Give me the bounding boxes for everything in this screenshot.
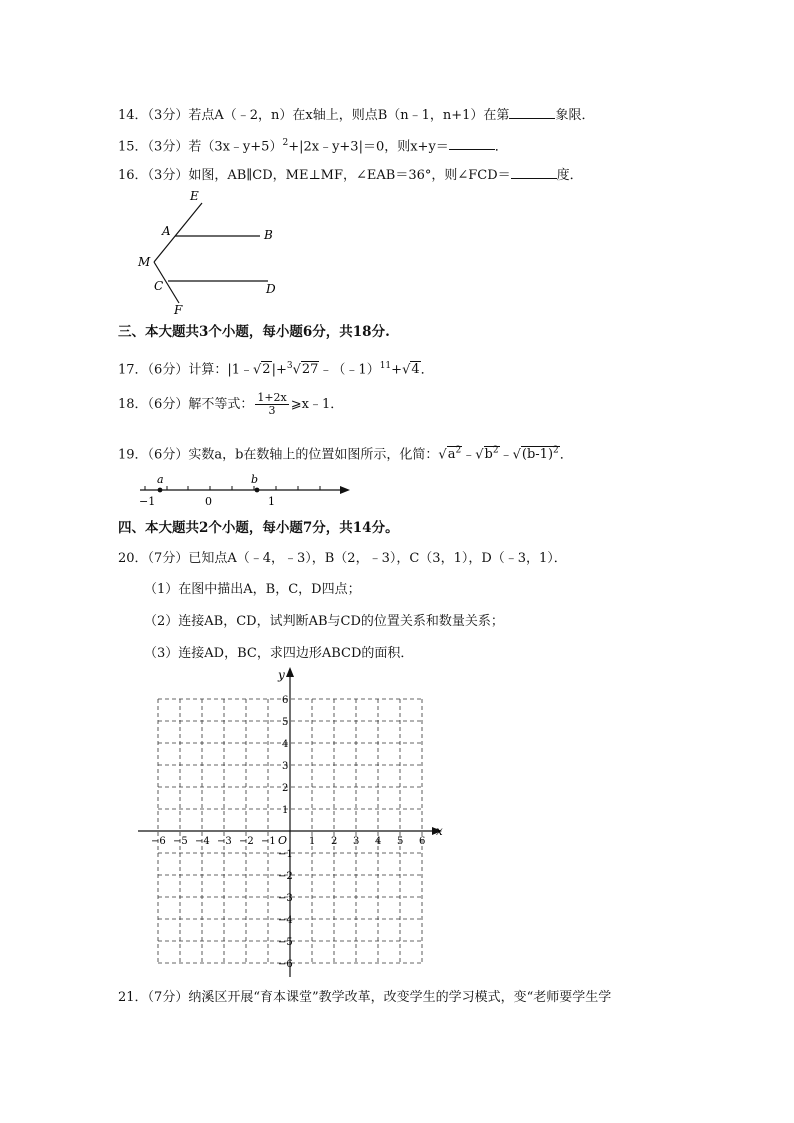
- q20-number: 20．（7分）: [118, 551, 189, 566]
- q15-answer-blank: [449, 135, 495, 150]
- q14-tail: 象限．: [555, 108, 595, 123]
- x-tick-label: 5: [397, 836, 404, 847]
- x-tick-label: −5: [173, 836, 188, 847]
- q18-number: 18．（6分）: [118, 397, 189, 412]
- y-tick-label: 1: [282, 805, 289, 816]
- x-tick-label: −4: [195, 836, 210, 847]
- tick-label-neg1: −1: [139, 495, 156, 508]
- question-19: [118, 441, 573, 465]
- y-axis-label: y: [278, 668, 285, 682]
- y-tick-label: −4: [278, 915, 293, 926]
- label-c: C: [154, 279, 164, 293]
- x-tick-label: −1: [261, 836, 276, 847]
- y-tick-label: −6: [278, 959, 293, 970]
- q19-number: 19．（6分）: [118, 447, 189, 463]
- q19-r2: b: [484, 447, 493, 463]
- section-3-heading: 三、本大题共3个小题，每小题6分，共18分.: [118, 324, 390, 340]
- q15-number: 15．（3分）: [118, 139, 189, 155]
- q17-mid2: ﹣（﹣1）: [319, 362, 380, 378]
- q15-pre: 若（3x﹣y+5）: [188, 139, 283, 155]
- sqrt-sign: √: [292, 362, 301, 378]
- q14-number: 14．（3分）: [118, 108, 189, 123]
- y-tick-label: 5: [282, 717, 289, 728]
- x-tick-label: 4: [375, 836, 382, 847]
- q19-r3: (b-1): [521, 447, 554, 463]
- x-tick-label: 2: [331, 836, 338, 847]
- label-m: M: [138, 255, 151, 269]
- question-20-part-1: （1）在图中描出A，B，C，D四点；: [144, 582, 361, 597]
- q15-tail: ．: [494, 139, 508, 155]
- x-tick-label: −6: [151, 836, 166, 847]
- q19-radicand-1: [447, 446, 463, 462]
- q16-figure: [130, 186, 290, 318]
- q15-post: +|2x﹣y+3|＝0，则x+y＝: [288, 139, 449, 155]
- label-d: D: [266, 282, 276, 296]
- arrow-right-icon: [340, 486, 350, 494]
- q21-number: 21．（7分）: [118, 990, 189, 1005]
- q17-exponent: 11: [379, 361, 392, 371]
- question-18: [118, 392, 343, 417]
- q18-pre: 解不等式：: [188, 397, 254, 412]
- x-tick-label: 6: [419, 836, 426, 847]
- q17-tail: ．: [420, 362, 434, 378]
- point-a: [158, 488, 163, 493]
- tick-label-1: 1: [268, 495, 275, 508]
- question-15: [118, 133, 508, 157]
- q19-minus-2: ﹣: [499, 447, 513, 463]
- y-axis-arrow-icon: [286, 667, 294, 677]
- y-tick-label: 3: [282, 761, 289, 772]
- y-tick-label: −2: [278, 871, 293, 882]
- q21-text: 纳溪区开展“育本课堂”教学改革，改变学生的学习模式，变“老师要学生学: [188, 990, 612, 1005]
- sqrt-sign: √: [512, 447, 521, 463]
- q20-text: 已知点A（﹣4，﹣3），B（2，﹣3），C（3，1），D（﹣3，1）．: [188, 551, 567, 566]
- q19-minus-1: ﹣: [462, 447, 476, 463]
- q14-text: 若点A（﹣2，n）在x轴上，则点B（n﹣1，n+1）在第: [188, 108, 510, 123]
- tick-label-0: 0: [205, 495, 212, 508]
- q19-e2: 2: [492, 446, 499, 456]
- x-tick-label: −3: [217, 836, 232, 847]
- origin-label: O: [278, 834, 288, 847]
- y-tick-label: −5: [278, 937, 293, 948]
- q19-r1: a: [447, 447, 456, 463]
- q17-radicand-1: 2: [262, 362, 271, 378]
- q15-exponent: 2: [282, 138, 289, 148]
- q19-e3: 2: [553, 446, 559, 456]
- q14-answer-blank: [509, 104, 555, 119]
- q19-radicand-3: [521, 446, 560, 462]
- q17-radicand-3: 4: [411, 362, 420, 378]
- x-tick-label: −2: [239, 836, 254, 847]
- sqrt-sign: √: [438, 447, 447, 463]
- q19-tail: ．: [559, 447, 573, 463]
- y-tick-label: −3: [278, 893, 293, 904]
- sqrt-sign: √: [402, 362, 411, 378]
- label-e: E: [190, 189, 199, 203]
- question-17: [118, 356, 434, 380]
- q16-tail: 度．: [556, 168, 583, 183]
- q17-pre: 计算：|1﹣: [188, 362, 253, 378]
- question-14: [118, 104, 594, 126]
- x-axis-label: x: [436, 824, 443, 838]
- section-4-heading: 四、本大题共2个小题，每小题7分，共14分。: [118, 520, 399, 536]
- label-point-b: b: [251, 473, 259, 486]
- question-20-part-2: （2）连接AB，CD，试判断AB与CD的位置关系和数量关系；: [144, 614, 504, 629]
- q16-number: 16．（3分）: [118, 168, 189, 183]
- sqrt-sign: √: [475, 447, 484, 463]
- label-f: F: [174, 303, 183, 317]
- q16-answer-blank: [511, 164, 557, 179]
- q17-radicand-2: 27: [301, 362, 319, 378]
- number-line-ticks: [145, 486, 320, 490]
- question-21: [118, 988, 611, 1008]
- q18-fraction: [255, 392, 288, 417]
- label-b: B: [264, 228, 273, 242]
- q19-text: 实数a，b在数轴上的位置如图所示，化简：: [188, 447, 439, 463]
- label-a: A: [162, 224, 171, 238]
- q17-mid3: +: [391, 362, 403, 378]
- y-tick-label: 6: [282, 695, 289, 706]
- q19-radicand-2: [484, 446, 500, 462]
- q17-number: 17．（6分）: [118, 362, 189, 378]
- question-20-part-3: （3）连接AD，BC，求四边形ABCD的面积．: [144, 646, 414, 661]
- q17-cube-index: 3: [286, 361, 293, 371]
- label-point-a: a: [157, 473, 164, 486]
- x-tick-label: 1: [309, 836, 316, 847]
- y-tick-label: 4: [282, 739, 289, 750]
- y-tick-label: 2: [282, 783, 289, 794]
- q18-denominator: 3: [268, 404, 276, 417]
- question-20: [118, 549, 567, 569]
- coordinate-grid: [130, 665, 455, 985]
- number-line: [130, 470, 360, 510]
- sqrt-sign: √: [252, 362, 262, 378]
- x-tick-label: 3: [353, 836, 360, 847]
- question-16: [118, 164, 583, 186]
- q18-post: ⩾x﹣1．: [290, 397, 344, 412]
- q17-mid1: |+: [271, 362, 287, 378]
- q19-e1: 2: [455, 446, 462, 456]
- y-tick-label: −1: [278, 849, 293, 860]
- q18-numerator: 1+2x: [257, 391, 287, 404]
- q16-text: 如图，AB∥CD，ME⊥MF，∠EAB＝36°，则∠FCD＝: [188, 168, 511, 183]
- point-b: [255, 488, 260, 493]
